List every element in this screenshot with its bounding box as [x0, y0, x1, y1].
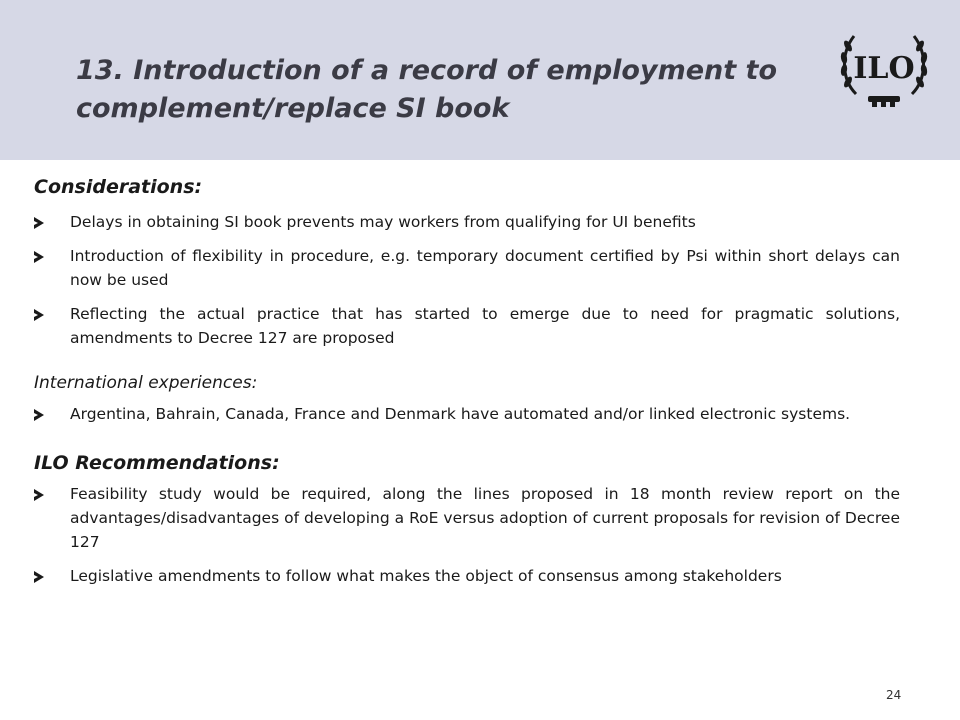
slide-title: 13. Introduction of a record of employment to complement/replace SI book — [76, 55, 777, 124]
list-item: Delays in obtaining SI book prevents may workers from qualifying for UI benefits — [34, 210, 900, 234]
considerations-list — [34, 210, 900, 350]
list-item: Introduction of flexibility in procedure, e.g. temporary document certified by Psi within short delays can now be used — [34, 244, 900, 292]
arrow-bullet-icon — [34, 251, 44, 263]
arrow-bullet-icon — [34, 409, 44, 421]
section-title-considerations: Considerations: — [34, 176, 203, 198]
slide-header — [0, 0, 960, 160]
list-item: Reflecting the actual practice that has started to emerge due to need for pragmatic solutions, amendments to Decree 127 are proposed — [34, 302, 900, 350]
international-list — [34, 402, 900, 426]
section-title-international: International experiences: — [34, 373, 258, 393]
ilo-logo — [834, 22, 934, 112]
arrow-bullet-icon — [34, 489, 44, 501]
list-item: Feasibility study would be required, along the lines proposed in 18 month review report on the advantages/disadvantages of developing a RoE versus adoption of current proposals for revision of Decree 127 — [34, 482, 900, 554]
page-number: 24 — [886, 688, 902, 702]
section-title-recommendations: ILO Recommendations: — [34, 452, 280, 474]
slide-content — [34, 172, 900, 598]
arrow-bullet-icon — [34, 571, 44, 583]
list-item: Legislative amendments to follow what makes the object of consensus among stakeholders — [34, 564, 900, 588]
recommendations-list — [34, 482, 900, 588]
arrow-bullet-icon — [34, 309, 44, 321]
list-item: Argentina, Bahrain, Canada, France and Denmark have automated and/or linked electronic systems. — [34, 402, 900, 426]
logo-text: ILO — [853, 51, 915, 86]
arrow-bullet-icon — [34, 217, 44, 229]
